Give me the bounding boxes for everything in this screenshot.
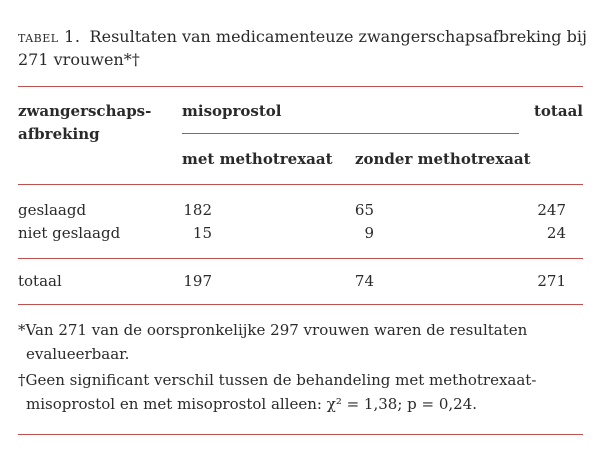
header-col1-line1: zwangerschaps- bbox=[18, 102, 152, 120]
cell-geslaagd-zonder: 65 bbox=[354, 201, 374, 219]
rule-end bbox=[18, 434, 583, 435]
row-label-geslaagd: geslaagd bbox=[18, 201, 87, 219]
rule-header-bottom bbox=[18, 184, 583, 185]
footnote-2 bbox=[18, 368, 588, 416]
cell-niet-geslaagd-met: 15 bbox=[192, 224, 212, 242]
row-label-totaal: totaal bbox=[18, 272, 62, 290]
row-label-niet-geslaagd: niet geslaagd bbox=[18, 224, 121, 242]
cell-totaal-met: 197 bbox=[183, 272, 212, 290]
rule-group bbox=[182, 133, 519, 134]
cell-niet-geslaagd-zonder: 9 bbox=[364, 224, 374, 242]
rule-before-total bbox=[18, 258, 583, 259]
header-col1-line2: afbreking bbox=[18, 125, 100, 143]
rule-bottom bbox=[18, 304, 583, 305]
footnote-1-line2: evalueerbaar. bbox=[26, 345, 130, 363]
header-group-misoprostol: misoprostol bbox=[182, 102, 282, 120]
footnote-2-line1: †Geen significant verschil tussen de behandeling met methotrexaat- bbox=[18, 371, 537, 389]
header-sub-met: met methotrexaat bbox=[182, 150, 333, 168]
table-caption-text: Resultaten van medicamenteuze zwangerschapsafbreking bij 271 vrouwen*† bbox=[18, 27, 587, 69]
header-sub-zonder: zonder methotrexaat bbox=[355, 150, 531, 168]
cell-totaal-zonder: 74 bbox=[354, 272, 374, 290]
footnote-1 bbox=[18, 318, 588, 366]
cell-geslaagd-met: 182 bbox=[183, 201, 212, 219]
table-caption bbox=[18, 25, 588, 71]
header-total: totaal bbox=[534, 102, 583, 120]
rule-top bbox=[18, 86, 583, 87]
footnote-1-line1: *Van 271 van de oorspronkelijke 297 vrouwen waren de resultaten bbox=[18, 321, 528, 339]
footnote-2-line2: misoprostol en met misoprostol alleen: χ² = 1,38; p = 0,24. bbox=[26, 395, 478, 413]
table-caption-label: tabel 1. bbox=[18, 27, 81, 46]
cell-niet-geslaagd-totaal: 24 bbox=[546, 224, 566, 242]
cell-geslaagd-totaal: 247 bbox=[537, 201, 566, 219]
cell-totaal-totaal: 271 bbox=[537, 272, 566, 290]
